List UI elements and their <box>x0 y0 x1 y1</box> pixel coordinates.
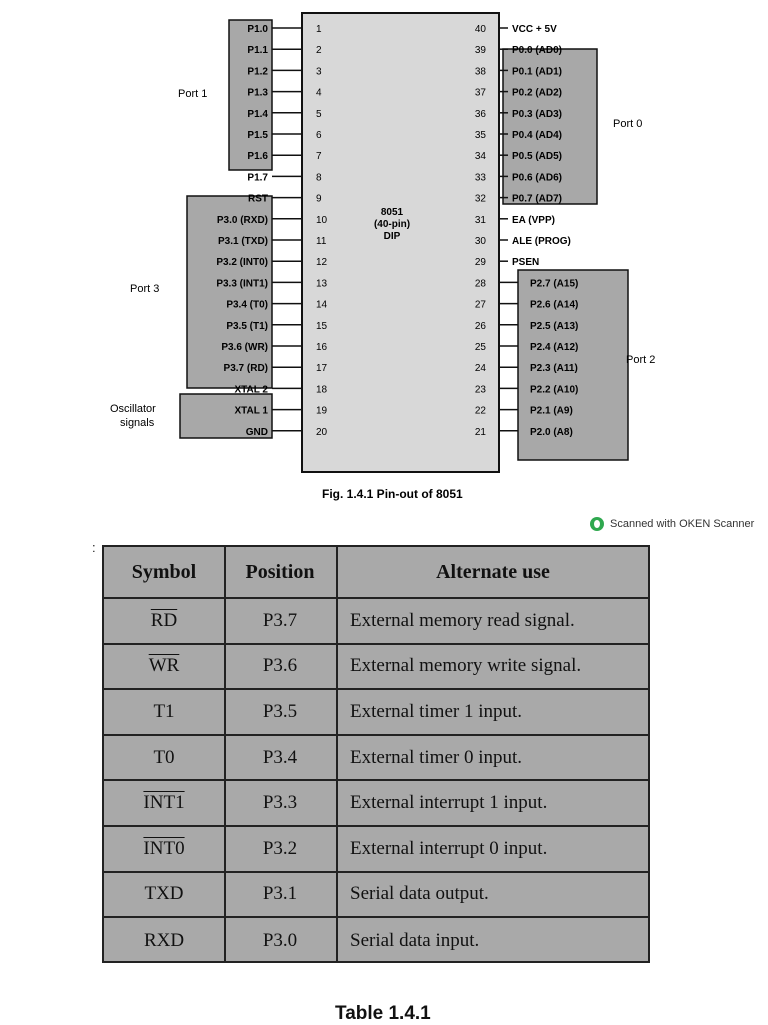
right-pin-label-25: P2.4 (A12) <box>530 342 579 353</box>
table-caption: Table 1.4.1 <box>335 1003 431 1024</box>
left-pin-number-17: 17 <box>316 363 328 375</box>
right-pin-number-35: 35 <box>474 130 486 141</box>
table-row <box>104 645 648 691</box>
left-pin-number-18: 18 <box>316 384 328 396</box>
cell-alternate-use: External interrupt 0 input. <box>350 837 548 859</box>
left-pin-number-6: 6 <box>316 130 322 141</box>
left-pin-label-8: P1.7 <box>247 172 268 184</box>
left-pin-number-5: 5 <box>316 108 322 120</box>
cell-position: P3.7 <box>262 609 298 631</box>
right-pin-label-32: P0.7 (AD7) <box>512 193 563 205</box>
cell-alternate-use: Serial data input. <box>350 929 480 951</box>
left-pin-label-11: P3.1 (TXD) <box>217 236 268 247</box>
left-pin-label-3: P1.2 <box>247 66 268 78</box>
cell-symbol: INT0 <box>143 837 185 859</box>
left-pin-number-8: 8 <box>316 172 322 184</box>
left-pin-label-5: P1.4 <box>247 108 268 120</box>
left-pin-number-3: 3 <box>316 66 322 78</box>
right-pin-label-24: P2.3 (A11) <box>530 363 578 375</box>
left-pin-label-10: P3.0 (RXD) <box>216 214 268 226</box>
left-pin-number-4: 4 <box>316 87 322 99</box>
right-pin-number-22: 22 <box>474 405 486 417</box>
right-pin-label-38: P0.1 (AD1) <box>512 66 563 78</box>
right-pin-number-23: 23 <box>474 384 486 396</box>
right-pin-number-39: 39 <box>474 45 486 57</box>
label-oscillator-1: Oscillator <box>110 403 156 415</box>
left-pin-label-14: P3.4 (T0) <box>226 299 268 311</box>
left-pin-number-12: 12 <box>316 257 328 269</box>
cell-position: P3.2 <box>262 837 298 859</box>
left-pin-label-9: RST <box>248 193 268 205</box>
cell-alternate-use: External interrupt 1 input. <box>350 792 548 814</box>
right-pin-label-34: P0.5 (AD5) <box>512 151 563 163</box>
left-pin-label-4: P1.3 <box>247 87 268 99</box>
right-pin-number-33: 33 <box>474 172 486 184</box>
right-pin-label-29: PSEN <box>512 257 540 269</box>
right-pin-label-27: P2.6 (A14) <box>530 299 579 311</box>
chip-package: (40-pin) <box>373 219 411 230</box>
right-pin-number-25: 25 <box>474 342 486 353</box>
margin-mark: : <box>92 540 96 555</box>
table-row <box>104 599 648 645</box>
cell-symbol: RXD <box>143 929 185 951</box>
chip-name: 8051 <box>380 207 404 218</box>
header-alternate-use: Alternate use <box>436 560 550 583</box>
cell-position: P3.1 <box>262 883 298 905</box>
cell-position: P3.3 <box>262 792 298 814</box>
right-pin-number-27: 27 <box>474 299 486 311</box>
right-pin-label-30: ALE (PROG) <box>512 236 571 247</box>
cell-symbol: $\overline{RD}$ <box>150 609 178 631</box>
cell-alternate-use: External memory write signal. <box>350 655 582 677</box>
chip-body <box>302 13 499 472</box>
label-port1: Port 1 <box>178 88 208 100</box>
right-pin-label-22: P2.1 (A9) <box>530 405 573 417</box>
right-pin-number-40: 40 <box>474 24 486 35</box>
header-symbol: Symbol <box>131 560 197 583</box>
cell-position: P3.4 <box>262 746 298 768</box>
cell-alternate-use: External timer 1 input. <box>350 700 523 722</box>
table-header-row <box>104 547 648 599</box>
left-pin-number-10: 10 <box>316 214 328 226</box>
right-pin-number-30: 30 <box>474 236 486 247</box>
left-pin-label-16: P3.6 (WR) <box>221 342 268 353</box>
left-pin-label-7: P1.6 <box>247 151 268 163</box>
alternate-use-table <box>102 545 650 963</box>
table-row <box>104 918 648 964</box>
right-pin-label-28: P2.7 (A15) <box>530 278 579 290</box>
cell-symbol: $\overline{WR}$ <box>148 655 180 677</box>
right-pin-number-32: 32 <box>474 193 486 205</box>
right-pin-label-21: P2.0 (A8) <box>530 426 573 438</box>
table-row <box>104 690 648 736</box>
right-pin-label-37: P0.2 (AD2) <box>512 87 563 99</box>
table-row <box>104 736 648 782</box>
left-pin-label-2: P1.1 <box>247 45 268 57</box>
left-pin-number-19: 19 <box>316 405 328 417</box>
left-pin-number-13: 13 <box>316 278 328 290</box>
left-pin-label-19: XTAL 1 <box>234 405 268 417</box>
right-pin-label-40: VCC + 5V <box>512 24 557 35</box>
right-pin-number-38: 38 <box>474 66 486 78</box>
cell-symbol: TXD <box>144 883 184 905</box>
left-pin-label-13: P3.3 (INT1) <box>216 278 268 290</box>
cell-position: P3.5 <box>262 700 298 722</box>
left-pin-number-11: 11 <box>316 236 327 247</box>
cell-symbol: T0 <box>153 746 175 768</box>
right-pin-number-29: 29 <box>474 257 486 269</box>
right-pin-label-39: P0.0 (AD0) <box>512 45 563 57</box>
right-pin-number-37: 37 <box>474 87 486 99</box>
right-pin-label-33: P0.6 (AD6) <box>512 172 563 184</box>
right-pin-number-28: 28 <box>474 278 486 290</box>
cell-symbol: INT1 <box>143 792 185 814</box>
table-row <box>104 873 648 919</box>
cell-position: P3.6 <box>262 655 298 677</box>
cell-alternate-use: External timer 0 input. <box>350 746 523 768</box>
left-pin-label-20: GND <box>245 426 268 438</box>
left-pin-label-12: P3.2 (INT0) <box>216 257 268 269</box>
right-pin-label-26: P2.5 (A13) <box>530 320 579 332</box>
right-pin-label-35: P0.4 (AD4) <box>512 130 563 141</box>
right-pin-number-34: 34 <box>474 151 486 163</box>
right-pin-number-26: 26 <box>474 320 486 332</box>
table-row <box>104 827 648 873</box>
header-position: Position <box>245 560 315 583</box>
table-row <box>104 781 648 827</box>
label-port3: Port 3 <box>130 283 160 295</box>
left-pin-label-17: P3.7 (RD) <box>223 363 268 375</box>
left-pin-label-18: XTAL 2 <box>234 384 268 396</box>
left-pin-number-20: 20 <box>316 426 328 438</box>
chip-dip: DIP <box>383 231 401 242</box>
cell-symbol: T1 <box>153 700 175 722</box>
left-pin-number-2: 2 <box>316 45 322 57</box>
left-pin-label-1: P1.0 <box>247 24 268 35</box>
left-pin-number-1: 1 <box>316 24 322 35</box>
figure-caption: Fig. 1.4.1 Pin-out of 8051 <box>322 487 463 501</box>
right-pin-label-31: EA (VPP) <box>512 214 555 226</box>
scanner-watermark <box>590 517 754 531</box>
right-pin-number-31: 31 <box>474 214 486 226</box>
cell-alternate-use: Serial data output. <box>350 883 489 905</box>
left-pin-number-7: 7 <box>316 151 322 163</box>
left-pin-number-16: 16 <box>316 342 328 353</box>
label-port0: Port 0 <box>613 118 643 130</box>
left-pin-number-14: 14 <box>316 299 328 311</box>
right-pin-label-23: P2.2 (A10) <box>530 384 579 396</box>
label-port2: Port 2 <box>626 354 656 366</box>
label-oscillator-2: signals <box>120 417 155 429</box>
scanner-text: Scanned with OKEN Scanner <box>610 518 755 530</box>
right-pin-number-21: 21 <box>474 426 486 438</box>
scanner-logo-icon <box>590 517 604 531</box>
left-pin-number-9: 9 <box>316 193 322 205</box>
cell-position: P3.0 <box>262 929 298 951</box>
right-pin-number-36: 36 <box>474 108 486 120</box>
left-pin-label-6: P1.5 <box>247 130 268 141</box>
pinout-diagram <box>0 0 768 510</box>
cell-alternate-use: External memory read signal. <box>350 609 575 631</box>
right-pin-label-36: P0.3 (AD3) <box>512 108 563 120</box>
left-pin-label-15: P3.5 (T1) <box>226 320 268 332</box>
left-pin-number-15: 15 <box>316 320 328 332</box>
right-pin-number-24: 24 <box>474 363 486 375</box>
